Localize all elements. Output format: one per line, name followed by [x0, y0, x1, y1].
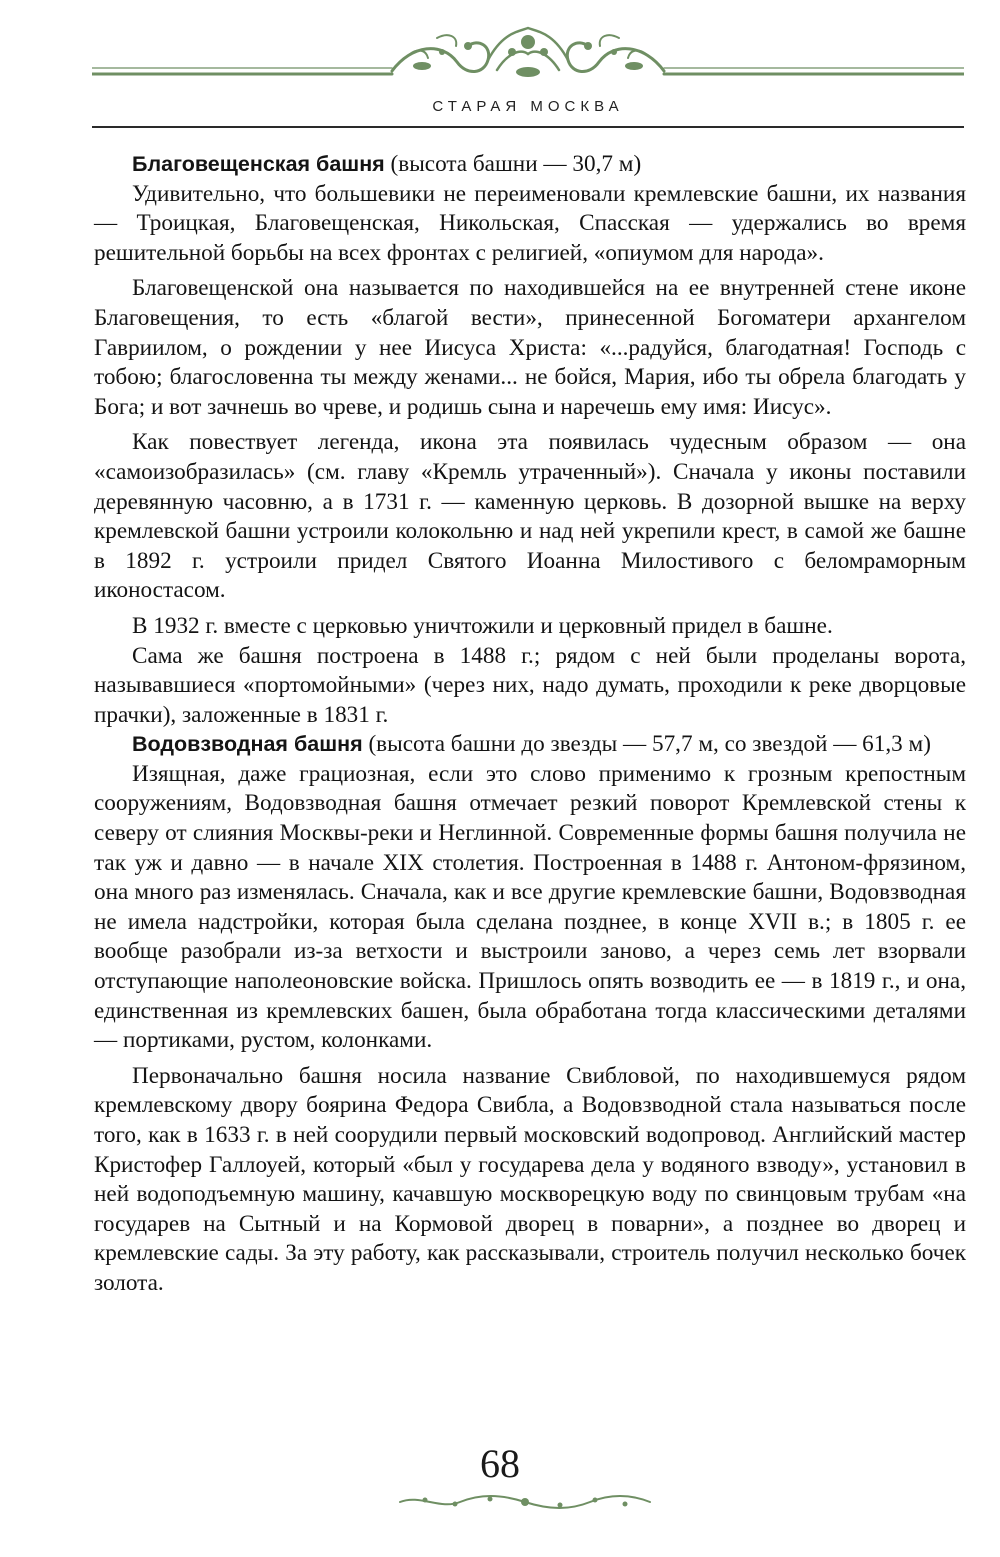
section-heading: [94, 150, 966, 180]
heading-note: (высота башни — 30,7 м): [384, 151, 642, 177]
green-floral-scroll-ornament-icon: [92, 24, 964, 86]
running-head: СТАРАЯ МОСКВА: [432, 98, 624, 115]
heading-title: Благовещенская башня: [132, 152, 385, 176]
paragraph: Как повествует легенда, икона эта появилась чудесным образом — она «самоизобразилась» (см. главу «Кремль утраченный»). Сначала у иконы поставили деревянную часовню, а в 1731 г. — каменную церковь. В дозорной вышке на верху кремлевской башни устроили колокольню и над ней укрепили крест, в самой же башне в 1892 г. устроили придел Святого Иоанна Милостивого с беломраморным иконостасом.: [94, 429, 966, 604]
paragraph: Благовещенской она называется по находившейся на ее внутренней стене иконе Благовещения, то есть «благой вести», принесенной Богоматери архангелом Гавриилом, о рождении у нее Иисуса Христа: «...радуйся, благодатная! Господь с тобою; благословенна ты между женами... не бойся, Мария, ибо ты обрела благодать у Бога; и вот зачнешь во чреве, и родишь сына и наречешь ему имя: Иисус».: [94, 275, 966, 420]
heading-note: (высота башни до звезды — 57,7 м, со звездой — 61,3 м): [362, 731, 931, 758]
paragraph: Удивительно, что большевики не переименовали кремлевские башни, их названия — Троицкая, Благовещенская, Никольская, Спасская — удержались во время решительной борьбы на всех фронтах с религией, «опиумом для народа».: [94, 180, 966, 266]
body-text: [94, 150, 966, 1299]
paragraph: Изящная, даже грациозная, если это слово применимо к грозным крепостным сооружениям, Водовзводная башня отмечает резкий поворот Кремлевской стены к северу от слияния Москвы-реки и Неглинной. Современные формы башня получила не так уж и давно — в начале XIX столетия. Построенная в 1488 г. Антоном-фрязином, она много раз изменялась. Сначала, как и все другие кремлевские башни, Водовзводная не имела надстройки, которая была сделана позднее, в конце XVII в.; в 1805 г. ее вообще разобрали из-за ветхости и выстроили заново, а через семь лет взорвали отступающие наполеоновские войска. Пришлось опять возводить ее — в 1819 г., и она, единственная из кремлевских башен, была обработана тогда классическими деталями — портиками, рустом, колонками.: [94, 760, 966, 1054]
page-number: 68: [480, 1441, 520, 1486]
paragraph: Сама же башня построена в 1488 г.; рядом с ней были проделаны ворота, называвшиеся «портомойными» (через них, надо думать, проходили к реке дворцовые прачки), заложенные в 1831 г.: [94, 642, 966, 728]
section-heading: [94, 730, 966, 760]
header-rule: [92, 126, 964, 128]
heading-title: Водовзводная башня: [132, 732, 363, 757]
paragraph: В 1932 г. вместе с церковью уничтожили и церковный придел в башне.: [132, 612, 833, 639]
green-vine-divider-ornament-icon: [395, 1490, 655, 1514]
paragraph: Первоначально башня носила название Свибловой, по находившемуся рядом кремлевскому двору боярина Федора Свибла, а Водовзводной стала называться после того, как в 1633 г. в ней соорудили первый московский водопровод. Английский мастер Кристофер Галлоуей, который «был у государева дела у водяного взводу», установил в ней водоподъемную машину, качавшую москворецкую воду по свинцовым трубам «на государев на Сытный и на Кормовой дворец в поварни», а позднее во дворец и кремлевские сады. За эту работу, как рассказывали, строитель получил несколько бочек золота.: [94, 1062, 966, 1296]
